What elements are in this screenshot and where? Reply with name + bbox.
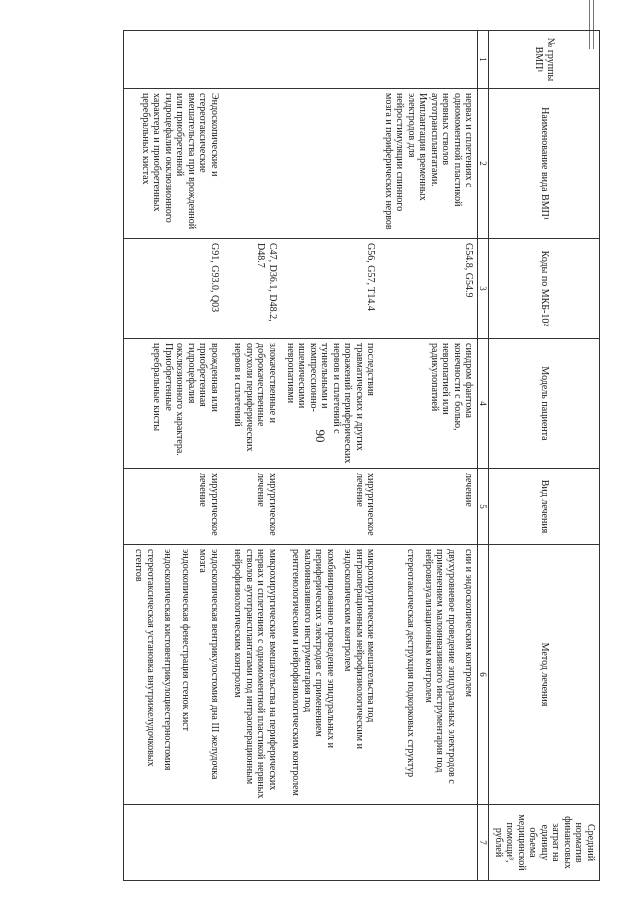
document-table-rotated [40, 30, 600, 880]
table-row [223, 31, 281, 881]
cell-method [123, 545, 223, 805]
cell-method [379, 545, 478, 805]
method-item: двухуровневое проведение эпидуральных электродов с применением малоинвазивного инструментария под нейровизуализационным контролем [422, 549, 457, 784]
cell-group [281, 31, 380, 89]
col-num: 1 [478, 31, 489, 89]
cell-model: злокачественные и доброкачественные опухоли периферических нервов и сплетений [223, 339, 281, 469]
cell-cost [379, 805, 478, 881]
cell-type: хирургическое лечение [223, 469, 281, 545]
page-number: 90 [313, 429, 328, 443]
column-number-row [478, 31, 489, 881]
cell-mkb: G56, G57, T14.4 [281, 239, 380, 339]
table-row [379, 31, 478, 881]
header-group: № группы ВМП¹ [489, 31, 600, 89]
cell-name [281, 89, 380, 239]
col-num: 5 [478, 469, 489, 545]
table-row [281, 31, 380, 881]
header-row [489, 31, 600, 881]
col-num: 7 [478, 805, 489, 881]
cell-name: Эндоскопические и стереотаксические вмешательства при врожденной или приобретенной гидроцефалии окклюзионного характера и приобретенных церебральных кистах [123, 89, 223, 239]
header-cost: Средний норматив финансовых затрат на единицу объема медицинской помощи³, рублей [489, 805, 600, 881]
cell-model: последствия травматических и других поражений периферических нервов и сплетений с туннельными и компрессионно-ишемическими невропатиями [281, 339, 380, 469]
cell-type: хирургическое лечение [123, 469, 223, 545]
col-num: 3 [478, 239, 489, 339]
cell-group [123, 31, 223, 89]
header-mkb: Коды по МКБ-10² [489, 239, 600, 339]
cell-type: лечение [379, 469, 478, 545]
header-type: Вид лечения [489, 469, 600, 545]
cell-name [223, 89, 281, 239]
header-name: Наименование вида ВМП¹ [489, 89, 600, 239]
cell-model: синдром фантома конечности с болью, невропатией или радикулопатией [379, 339, 478, 469]
method-item: комбинированное проведение эпидуральных и периферических электродов с применением малоинвазивного инструментария под рентгенологическим и нейрофизиологическим контролем [290, 549, 336, 796]
cell-cost [223, 805, 281, 881]
treatment-table [123, 30, 600, 881]
cell-cost [123, 805, 223, 881]
method-item: эндоскопическая вентрикулостомия дна III желудочка мозга [197, 549, 220, 780]
col-num: 2 [478, 89, 489, 239]
cell-cost [281, 805, 380, 881]
method-item: стереотаксическая деструкция подкорковых структур [405, 549, 417, 778]
col-num: 6 [478, 545, 489, 805]
cell-name: нервах и сплетениях с одномоментной пластикой нервных стволов аутотрансплантатами. Имплантация временных электродов для нейростимуляции спинного мозга и периферических нервов [379, 89, 478, 239]
method-item: микрохирургические вмешательства на периферических нервах и сплетениях с одномоментной пластикой нервных стволов аутотрансплантатами под интраоперационным нейрофизиологическим контролем [232, 549, 278, 799]
cell-mkb: G91, G93.0, Q03 [123, 239, 223, 339]
method-item: эндоскопическая фенестрация стенок кист [179, 549, 191, 731]
header-model: Модель пациента [489, 339, 600, 469]
cell-mkb: G54.8, G54.9 [379, 239, 478, 339]
cell-mkb: C47, D36.1, D48.2, D48.7 [223, 239, 281, 339]
method-item: эндоскопическая кистовентрикулоциестерностомия [162, 549, 174, 771]
table-row [123, 31, 223, 881]
method-item: стереотаксическая установка внутрижелудочковых стентов [133, 549, 156, 767]
cell-type: хирургическое лечение [281, 469, 380, 545]
col-num: 4 [478, 339, 489, 469]
header-method: Метод лечения [489, 545, 600, 805]
cell-method [223, 545, 281, 805]
cell-model: врожденная или приобретенная гидроцефалия окклюзионного характера. Приобретенные церебральные кисты [123, 339, 223, 469]
cell-method [281, 545, 380, 805]
method-item: сии и эндоскопическим контролем [463, 549, 475, 697]
cell-group [379, 31, 478, 89]
cell-group [223, 31, 281, 89]
method-item: микрохирургические вмешательства под интраоперационным нейрофизиологическим и эндоскопическим контролем [342, 549, 377, 749]
